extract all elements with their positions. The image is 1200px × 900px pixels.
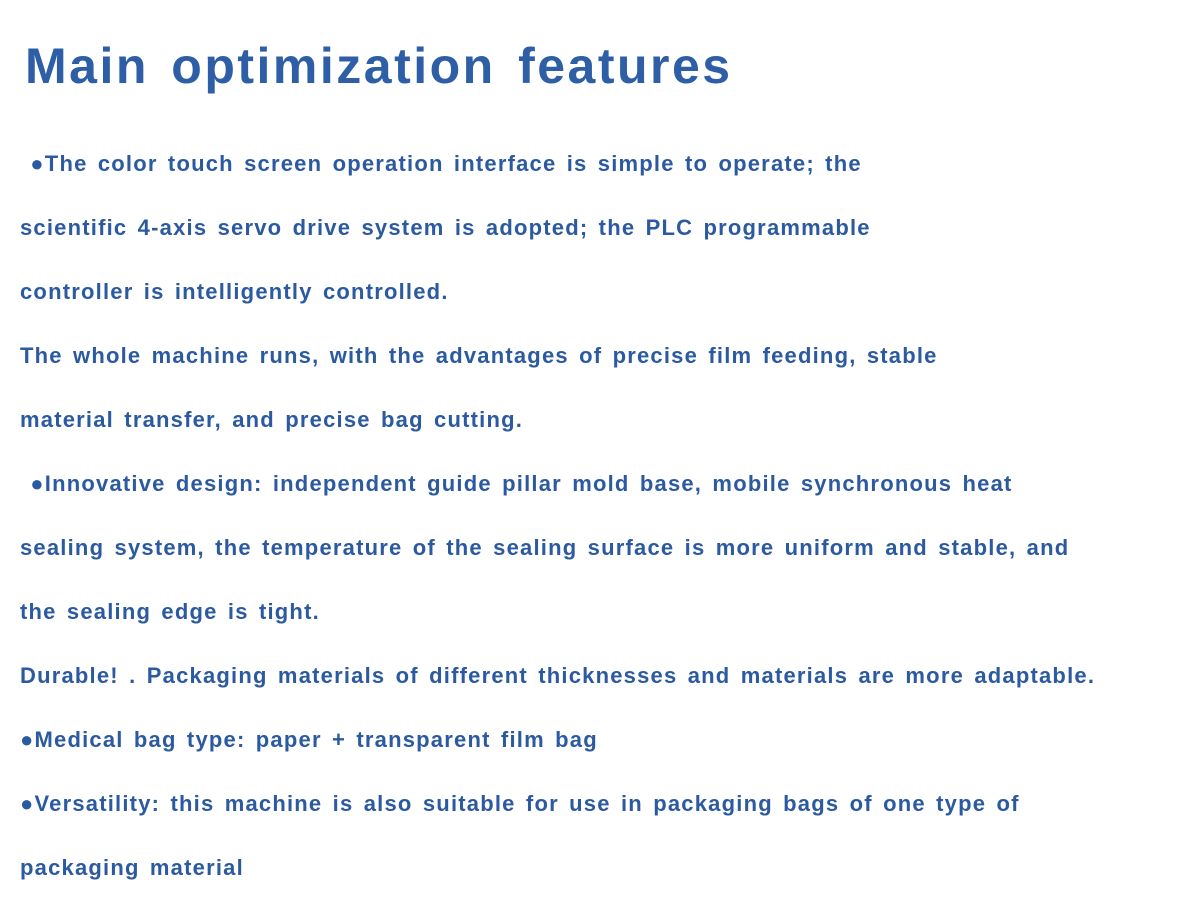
feature-line: Durable! . Packaging materials of different thicknesses and materials are more adaptable. bbox=[20, 663, 1096, 688]
feature-line: scientific 4-axis servo drive system is adopted; the PLC programmable bbox=[20, 215, 871, 240]
feature-line: ●Versatility: this machine is also suitable for use in packaging bags of one type of bbox=[20, 791, 1020, 816]
feature-line: controller is intelligently controlled. bbox=[20, 279, 449, 304]
page-title: Main optimization features bbox=[25, 38, 733, 94]
feature-text-block bbox=[0, 132, 1200, 900]
feature-line: ●Innovative design: independent guide pillar mold base, mobile synchronous heat bbox=[20, 471, 1013, 496]
feature-line: ●The color touch screen operation interface is simple to operate; the bbox=[20, 151, 862, 176]
feature-line: sealing system, the temperature of the sealing surface is more uniform and stable, and bbox=[20, 535, 1070, 560]
feature-line: ●Medical bag type: paper + transparent film bag bbox=[20, 727, 598, 752]
feature-line: material transfer, and precise bag cutting. bbox=[20, 407, 524, 432]
feature-line: The whole machine runs, with the advantages of precise film feeding, stable bbox=[20, 343, 938, 368]
feature-line: packaging material bbox=[20, 855, 244, 880]
feature-line: the sealing edge is tight. bbox=[20, 599, 320, 624]
